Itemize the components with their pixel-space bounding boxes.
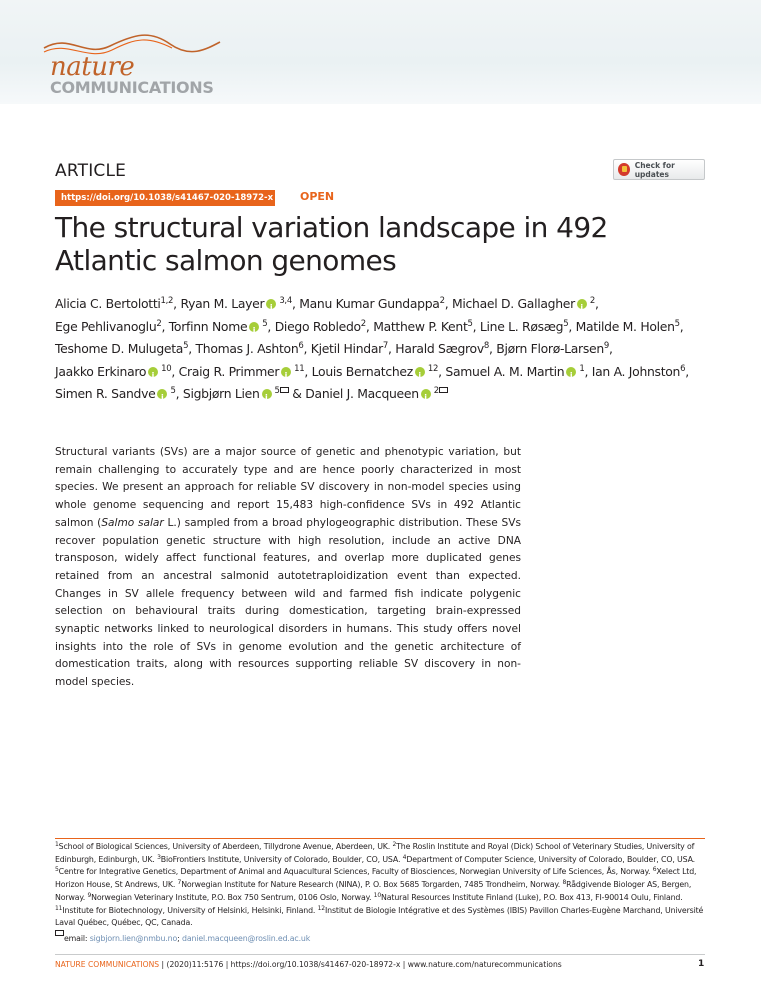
author-name[interactable]: Samuel A. M. Martin — [445, 363, 565, 379]
author-name[interactable]: Matilde M. Holen — [575, 318, 675, 334]
author-separator: , — [388, 341, 396, 356]
author-name[interactable]: Jaakko Erkinaro — [55, 363, 147, 379]
footer-citation: | (2020)11:5176 | https://doi.org/10.1038/s41467-020-18972-x | www.nature.com/naturecommunications — [159, 960, 562, 969]
author-name[interactable]: Alicia C. Bertolotti — [55, 296, 161, 311]
author-separator: , — [438, 363, 446, 379]
author-affiliation-ref: 6 — [680, 363, 686, 374]
orcid-icon[interactable] — [281, 367, 291, 377]
author-entry — [445, 364, 584, 379]
affiliation-number: 3 — [157, 853, 161, 861]
affiliation-number: 1 — [55, 841, 59, 848]
author-name[interactable]: Thomas J. Ashton — [195, 341, 299, 356]
author-name[interactable]: Louis Bernatchez — [311, 363, 413, 379]
author-entry — [312, 364, 438, 379]
affiliation-text: Rådgivende Biologer AS, Bergen, Norway. — [55, 880, 692, 902]
orcid-icon[interactable] — [262, 389, 272, 399]
author-separator: , — [365, 318, 374, 334]
author-affiliation-ref: 1,2 — [160, 296, 174, 306]
affiliation-number: 7 — [177, 879, 182, 887]
abstract-text-part1: Structural variants (SVs) are a major source of genetic and phenotypic variation, but remain challenging to accurately type and are hence poorly characterized in most species. We present an approach for reliable SV discovery in non-model species using whole genome sequencing and report 15,483 high-confidence SVs in 492 Atlantic salmon ( — [55, 446, 521, 529]
affiliation-text: Institute for Biotechnology, University of Helsinki, Helsinki, Finland. — [62, 905, 316, 915]
author-separator: , — [303, 341, 311, 356]
affiliation-text: Institut de Biologie Intégrative et des Systèmes (IBIS) Pavillon Charles-Eugène Marchand, Université Laval Québec, Québec, QC, Canada. — [55, 905, 704, 928]
author-affiliation-ref: 5 — [183, 341, 189, 351]
author-affiliation-ref: 1 — [579, 363, 585, 374]
author-name[interactable]: Daniel J. Macqueen — [305, 386, 419, 401]
author-affiliation-ref: 11 — [294, 363, 305, 374]
author-affiliation-ref: 10 — [161, 363, 172, 374]
author-separator: , — [584, 363, 592, 379]
author-separator: , — [188, 341, 196, 356]
orcid-icon[interactable] — [266, 299, 276, 309]
author-separator: & — [288, 386, 306, 401]
author-affiliation-ref: 2 — [589, 296, 596, 306]
author-entry — [480, 319, 568, 334]
affiliation-text: Centre for Integrative Genetics, Department of Animal and Aquacultural Sciences, Faculty of Biosciences, Norwegian University of Life Sciences, Ås, Norway. — [58, 867, 651, 877]
author-affiliation-ref: 5 — [563, 318, 569, 329]
author-affiliation-ref: 5 — [274, 386, 280, 396]
author-name[interactable]: Sigbjørn Lien — [182, 386, 260, 401]
affiliation-text: BioFrontiers Institute, University of Colorado, Boulder, CO, USA. — [160, 854, 401, 864]
author-entry — [592, 364, 685, 379]
affiliation-text: Natural Resources Institute Finland (Luke), P.O. Box 413, FI-90014 Oulu, Finland. — [381, 892, 683, 902]
logo-communications-text: COMMUNICATIONS — [50, 78, 214, 97]
author-affiliation-ref: 2 — [156, 318, 162, 329]
open-access-label: OPEN — [300, 190, 335, 203]
author-entry — [305, 386, 448, 401]
orcid-icon[interactable] — [415, 367, 425, 377]
email-link[interactable]: sigbjorn.lien@nmbu.no — [89, 933, 178, 943]
author-affiliation-ref: 3,4 — [279, 296, 292, 306]
author-affiliation-ref: 5 — [674, 318, 680, 329]
affiliation-text: The Roslin Institute and Royal (Dick) School of Veterinary Studies, University of Edinburgh, Edinburgh, UK. — [55, 842, 695, 864]
author-affiliation-ref: 5 — [467, 318, 473, 329]
journal-logo[interactable] — [40, 28, 230, 98]
author-entry — [395, 341, 489, 356]
author-affiliation-ref: 2 — [439, 296, 445, 306]
author-separator: , — [568, 318, 576, 334]
abstract-species-name: Salmo salar — [101, 516, 164, 529]
author-separator: , — [595, 296, 599, 311]
author-entry — [196, 341, 304, 356]
author-name[interactable]: Simen R. Sandve — [55, 386, 156, 401]
author-affiliation-ref: 8 — [483, 341, 489, 351]
footer-journal-name: NATURE COMMUNICATIONS — [55, 960, 160, 969]
author-entry — [55, 319, 161, 334]
author-separator: , — [679, 318, 684, 334]
author-separator: , — [304, 363, 312, 379]
author-name[interactable]: Ian A. Johnston — [591, 363, 681, 379]
article-title: The structural variation landscape in 492 Atlantic salmon genomes — [55, 211, 608, 277]
affiliation-text: Norwegian Institute for Nature Research (NINA), P. O. Box 5685 Torgarden, 7485 Trondheim, Norway. — [181, 880, 561, 890]
author-separator: , — [267, 318, 275, 334]
author-entry — [180, 296, 292, 311]
author-name[interactable]: Line L. Røsæg — [479, 318, 564, 334]
author-name[interactable]: Bjørn Florø-Larsen — [496, 341, 604, 356]
author-name[interactable]: Craig R. Primmer — [178, 363, 280, 379]
logo-nature-text: nature — [50, 52, 135, 82]
author-entry — [299, 296, 444, 311]
doi-link[interactable] — [55, 190, 275, 206]
author-name[interactable]: Kjetil Hindar — [310, 341, 383, 356]
author-affiliation-ref: 5 — [262, 318, 268, 329]
affiliations-divider — [55, 838, 705, 839]
orcid-icon[interactable] — [577, 299, 587, 309]
author-entry — [311, 341, 388, 356]
author-name[interactable]: Manu Kumar Gundappa — [299, 296, 440, 311]
author-affiliation-ref: 5 — [170, 386, 176, 396]
affiliation-number: 12 — [317, 904, 325, 912]
author-separator: , — [291, 296, 300, 311]
author-entry — [55, 364, 171, 379]
author-entry — [373, 319, 472, 334]
abstract-text-part2: L.) sampled from a broad phylogeographic distribution. These SVs recover population genetic structure with high resolution, include an active DNA transposon, widely affect functional features, and overlap more duplicated genes retained from an ancestral salmonid autotetraploidization event than expected. Changes in SV allele frequency between wild and farmed fish indicate polygenic selection on behavioural traits during domestication, targeting brain-expressed synaptic networks linked to neurological disorders in humans. This study offers novel insights into the role of SVs in genome evolution and the genetic architecture of domestication traits, along with resources supporting reliable SV discovery in non-model species. — [55, 516, 521, 689]
author-list — [55, 293, 710, 406]
author-entry — [179, 364, 305, 379]
author-name[interactable]: Michael D. Gallagher — [451, 296, 575, 311]
envelope-icon — [280, 387, 289, 393]
email-label: email: — [64, 933, 90, 943]
author-name[interactable]: Diego Robledo — [274, 318, 361, 334]
orcid-icon[interactable] — [249, 322, 259, 332]
abstract — [55, 444, 521, 692]
author-separator: , — [161, 318, 169, 334]
affiliation-number: 8 — [562, 879, 567, 887]
check-for-updates-label: Check for updates — [634, 160, 675, 179]
author-separator: , — [609, 341, 613, 356]
author-name[interactable]: Ege Pehlivanoglu — [55, 318, 157, 334]
author-name[interactable]: Torfinn Nome — [168, 318, 248, 334]
author-separator: , — [173, 296, 181, 311]
affiliation-text: Norwegian Veterinary Institute, P.O. Box 750 Sentrum, 0106 Oslo, Norway. — [91, 892, 372, 902]
author-affiliation-ref: 12 — [427, 363, 439, 374]
affiliation-text: Xelect Ltd, Horizon House, St Andrews, UK. — [55, 867, 697, 890]
orcid-icon[interactable] — [421, 389, 431, 399]
footer-divider — [55, 954, 705, 955]
affiliation-number: 11 — [55, 904, 63, 912]
author-affiliation-ref: 2 — [433, 386, 439, 396]
author-entry — [183, 386, 289, 401]
author-entry — [576, 319, 680, 334]
affiliation-text: School of Biological Sciences, University of Aberdeen, Tillydrone Avenue, Aberdeen, UK. — [58, 842, 391, 851]
author-separator: , — [685, 363, 689, 379]
author-entry — [169, 319, 268, 334]
author-name[interactable]: Matthew P. Kent — [373, 318, 468, 334]
orcid-icon[interactable] — [157, 389, 167, 399]
orcid-icon[interactable] — [148, 367, 158, 377]
check-for-updates-button[interactable] — [613, 159, 705, 180]
author-entry — [55, 341, 188, 356]
email-separator: ; — [177, 933, 182, 943]
author-affiliation-ref: 9 — [603, 341, 609, 351]
email-link[interactable]: daniel.macqueen@roslin.ed.ac.uk — [182, 933, 311, 943]
affiliation-number: 5 — [55, 866, 59, 874]
author-entry — [55, 386, 176, 401]
author-separator: , — [175, 386, 183, 401]
doi-link-text: https://doi.org/10.1038/s41467-020-18972-x — [61, 193, 274, 203]
author-entry — [55, 296, 173, 311]
author-affiliation-ref: 2 — [360, 318, 366, 329]
affiliation-number: 6 — [652, 866, 657, 874]
author-entry — [452, 296, 595, 311]
author-separator: , — [472, 318, 480, 334]
author-name[interactable]: Harald Sægrov — [395, 341, 484, 356]
affiliation-number: 4 — [402, 853, 407, 861]
orcid-icon[interactable] — [566, 367, 576, 377]
envelope-icon — [55, 930, 64, 936]
author-name[interactable]: Ryan M. Layer — [180, 296, 265, 311]
affiliation-number: 2 — [392, 841, 397, 848]
author-name[interactable]: Teshome D. Mulugeta — [55, 341, 184, 356]
article-type-label: ARTICLE — [55, 161, 127, 181]
affiliation-number: 9 — [87, 891, 92, 899]
author-separator: , — [488, 341, 497, 356]
crossmark-icon — [618, 163, 630, 176]
author-separator: , — [444, 296, 452, 311]
author-entry — [496, 341, 609, 356]
author-separator: , — [171, 363, 179, 379]
page-number: 1 — [698, 959, 705, 969]
envelope-icon — [439, 387, 448, 393]
affiliation-text: Department of Computer Science, University of Colorado, Boulder, CO, USA. — [406, 854, 696, 864]
author-entry — [275, 319, 366, 334]
affiliations — [55, 841, 707, 946]
page-footer — [55, 960, 705, 969]
author-affiliation-ref: 7 — [382, 341, 389, 351]
affiliation-number: 10 — [373, 891, 382, 899]
author-affiliation-ref: 6 — [298, 341, 304, 351]
